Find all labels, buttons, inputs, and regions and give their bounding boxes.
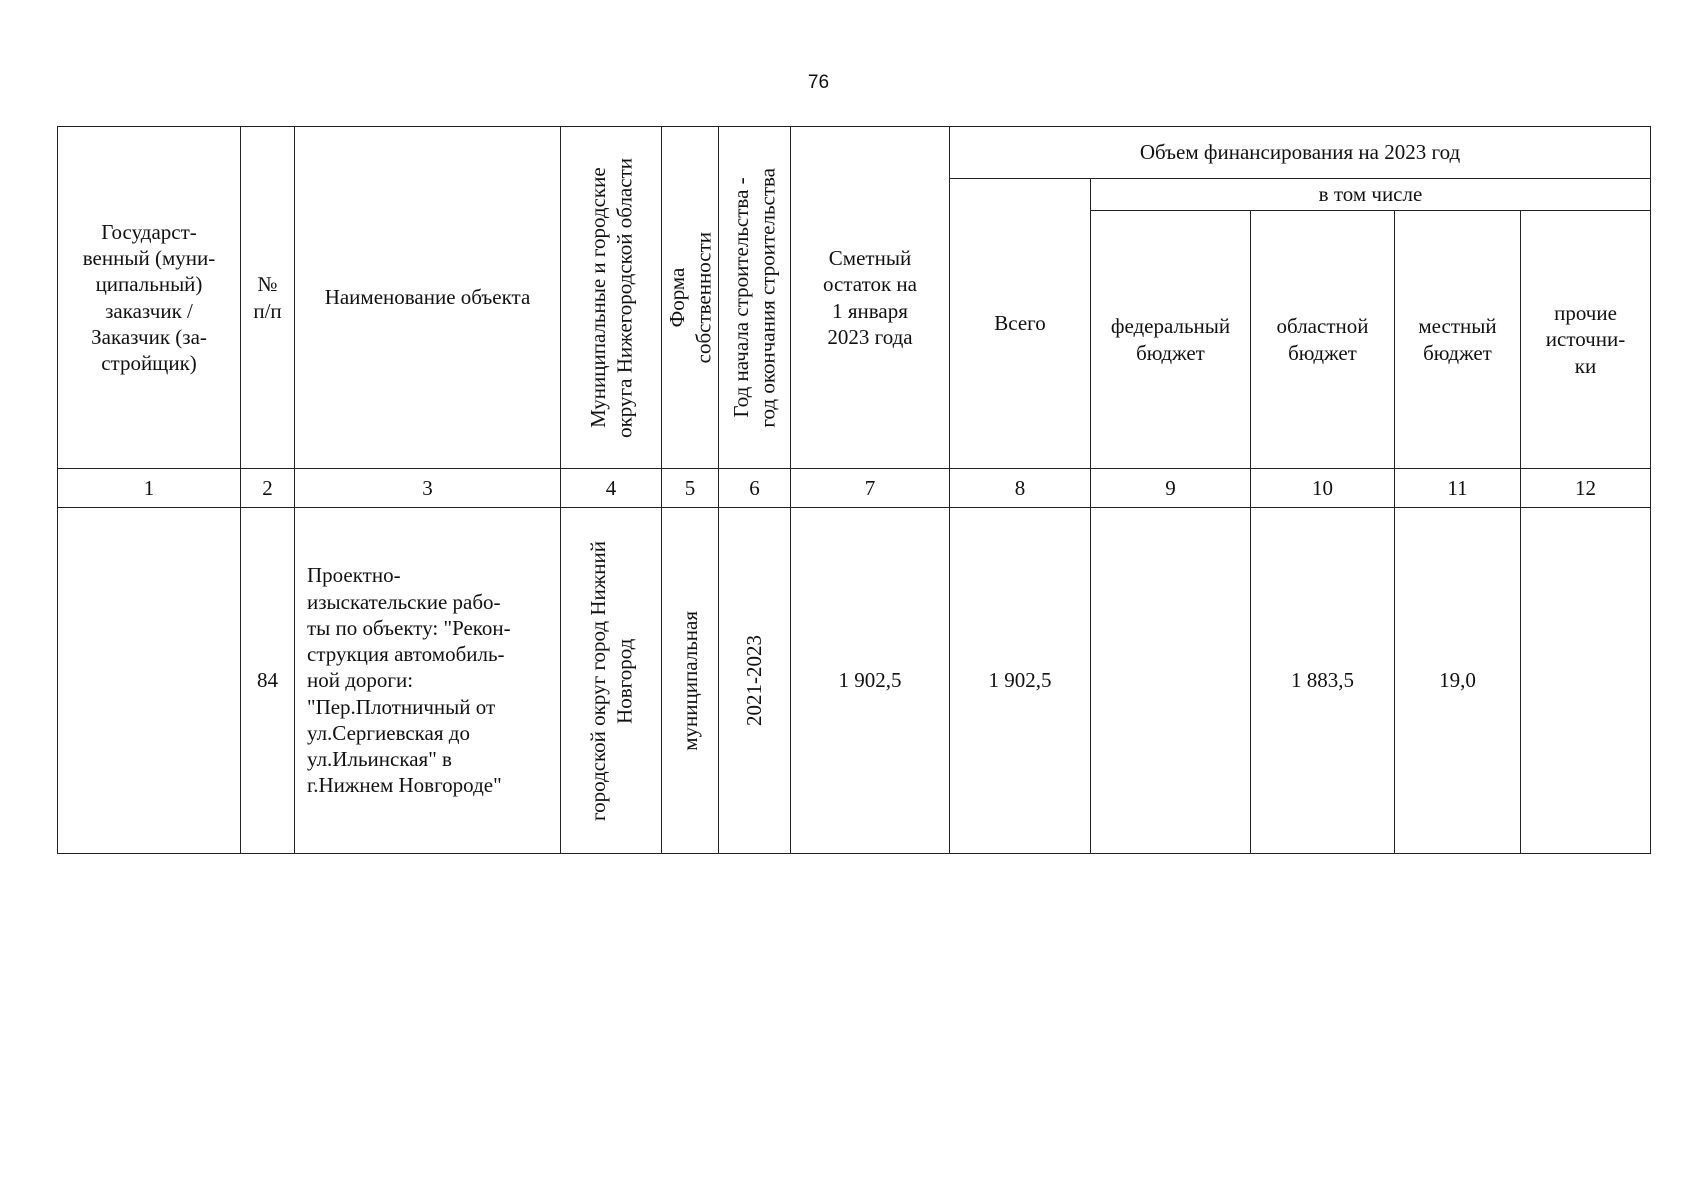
header-local: местный бюджет	[1395, 211, 1521, 469]
column-number: 11	[1395, 469, 1521, 508]
column-number: 4	[561, 469, 662, 508]
column-number: 7	[791, 469, 950, 508]
header-including: в том числе	[1091, 179, 1651, 211]
financing-table	[57, 126, 1651, 854]
header-total: Всего	[950, 179, 1091, 469]
header-federal: федеральный бюджет	[1091, 211, 1251, 469]
cell-ownership: муниципальная	[662, 508, 719, 854]
cell-years: 2021-2023	[719, 508, 791, 854]
header-years: Год начала строительства - год окончания строительства	[719, 127, 791, 469]
column-number: 2	[241, 469, 295, 508]
header-customer: Государст- венный (муни- ципальный) заказчик / Заказчик (за- стройщик)	[58, 127, 241, 469]
column-number: 3	[295, 469, 561, 508]
cell-local: 19,0	[1395, 508, 1521, 854]
header-regional: областной бюджет	[1251, 211, 1395, 469]
cell-regional: 1 883,5	[1251, 508, 1395, 854]
cell-estimate-balance: 1 902,5	[791, 508, 950, 854]
table-row	[58, 508, 1651, 854]
cell-object-name: Проектно- изыскательские рабо- ты по объекту: "Рекон- струкция автомобиль- ной дороги: "Пер.Плотничный от ул.Сергиевская до ул.Ильинская" в г.Нижнем Новгороде"	[295, 508, 561, 854]
column-number: 1	[58, 469, 241, 508]
header-number: № п/п	[241, 127, 295, 469]
column-number: 12	[1521, 469, 1651, 508]
header-municipality: Муниципальные и городские округа Нижегородской области	[561, 127, 662, 469]
column-number: 10	[1251, 469, 1395, 508]
cell-customer	[58, 508, 241, 854]
column-number: 6	[719, 469, 791, 508]
header-estimate-balance: Сметный остаток на 1 января 2023 года	[791, 127, 950, 469]
column-number: 8	[950, 469, 1091, 508]
column-numbers-row	[58, 469, 1651, 508]
page-number: 76	[807, 72, 830, 93]
column-number: 5	[662, 469, 719, 508]
column-number: 9	[1091, 469, 1251, 508]
cell-federal	[1091, 508, 1251, 854]
cell-municipality: городской округ город Нижний Новгород	[561, 508, 662, 854]
header-ownership: Форма собственности	[662, 127, 719, 469]
cell-other	[1521, 508, 1651, 854]
header-object-name: Наименование объекта	[295, 127, 561, 469]
cell-total: 1 902,5	[950, 508, 1091, 854]
header-other: прочие источни- ки	[1521, 211, 1651, 469]
header-financing-title: Объем финансирования на 2023 год	[950, 127, 1651, 179]
cell-number: 84	[241, 508, 295, 854]
